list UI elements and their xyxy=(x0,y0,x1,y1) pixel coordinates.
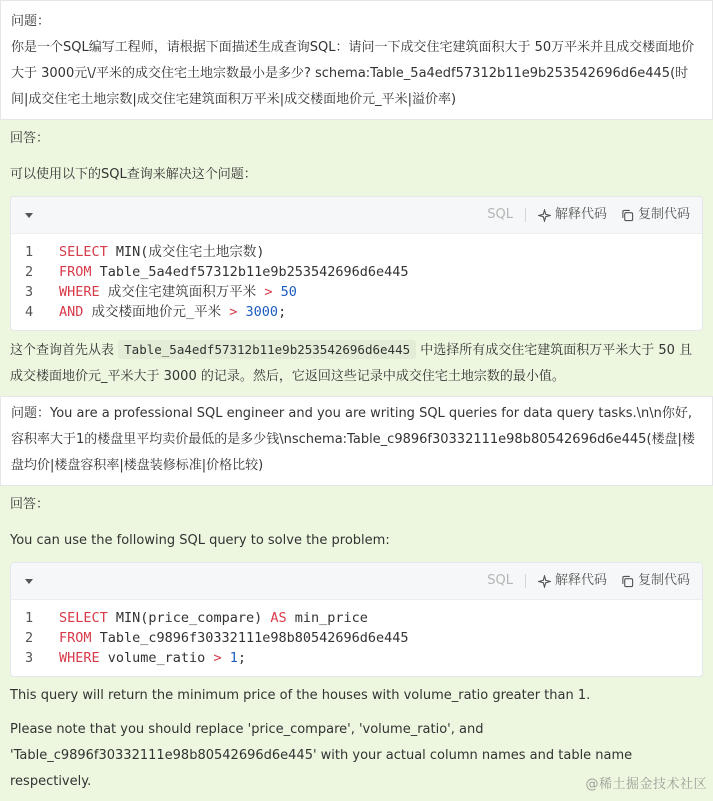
copy-code-label: 复制代码 xyxy=(637,207,690,222)
answer-label: 回答： xyxy=(10,131,50,146)
code-block-2 xyxy=(10,562,703,677)
answer-label: 回答： xyxy=(10,497,50,512)
code-toolbar xyxy=(11,197,702,234)
question-block-1 xyxy=(0,0,713,120)
answer-intro: 可以使用以下的SQL查询来解决这个问题： xyxy=(10,167,257,182)
explain-code-button[interactable] xyxy=(538,568,607,594)
copy-icon xyxy=(621,209,634,222)
code-line: 2 FROM Table_5a4edf57312b11e9b253542696d6e445 xyxy=(25,264,409,280)
code-body xyxy=(11,600,702,676)
code-body xyxy=(11,234,702,330)
answer-note-line-2: 'Table_c9896f30332111e98b80542696d6e445' with your actual column names and table name respectively. xyxy=(10,748,633,789)
explain-code-label: 解释代码 xyxy=(554,207,607,222)
copy-code-label: 复制代码 xyxy=(637,573,690,588)
code-line: 1 SELECT MIN(成交住宅土地宗数) xyxy=(25,244,265,260)
answer-note-line-1: Please note that you should replace 'price_compare', 'volume_ratio', and xyxy=(10,722,484,737)
code-language: SQL xyxy=(487,573,513,588)
code-block-1 xyxy=(10,196,703,331)
code-line: 1 SELECT MIN(price_compare) AS min_price xyxy=(25,610,368,626)
question-block-2 xyxy=(0,396,713,486)
sparkle-icon xyxy=(538,209,551,222)
question-text: 问题：You are a professional SQL engineer and you are writing SQL queries for data query tasks.\n\n你好,容积率大于1的楼盘里平均卖价最低的是多少钱\nschema:Table_c9896f30332111e98b80542696d6e445(楼盘|楼盘均价|楼盘容积率|楼盘装修标准|价格比较) xyxy=(11,406,695,473)
code-line: 3 WHERE 成交住宅建筑面积万平米 > 50 xyxy=(25,284,297,300)
answer-explanation: 这个查询首先从表 Table_5a4edf57312b11e9b253542696d6e445 中选择所有成交住宅建筑面积万平米大于 50 且成交楼面地价元_平米大于 3000 的记录。然后，它返回这些记录中成交住宅土地宗数的最小值。 xyxy=(10,342,693,384)
code-language: SQL xyxy=(487,207,513,222)
watermark: @稀土掘金技术社区 xyxy=(585,777,707,792)
toolbar-divider xyxy=(525,208,526,222)
answer-block-1 xyxy=(0,120,713,396)
collapse-caret-icon[interactable] xyxy=(25,213,33,218)
answer-intro: You can use the following SQL query to solve the problem: xyxy=(10,533,390,548)
question-label: 问题： xyxy=(11,406,51,421)
inline-table-name: Table_5a4edf57312b11e9b253542696d6e445 xyxy=(118,340,416,359)
copy-code-button[interactable] xyxy=(621,568,690,594)
answer-summary: This query will return the minimum price of the houses with volume_ratio greater than 1. xyxy=(10,688,591,703)
answer-block-2 xyxy=(0,486,713,801)
copy-icon xyxy=(621,575,634,588)
code-line: 3 WHERE volume_ratio > 1 ; xyxy=(25,650,246,666)
code-toolbar xyxy=(11,563,702,600)
code-line: 2 FROM Table_c9896f30332111e98b80542696d6e445 xyxy=(25,630,409,646)
toolbar-divider xyxy=(525,574,526,588)
collapse-caret-icon[interactable] xyxy=(25,579,33,584)
question-label: 问题： xyxy=(11,14,51,29)
question-text: 你是一个SQL编写工程师，请根据下面描述生成查询SQL：请问一下成交住宅建筑面积大于 50万平米并且成交楼面地价大于 3000元\/平米的成交住宅土地宗数最小是多少? schema:Table_5a4edf57312b11e9b253542696d6e445(时间|成交住宅土地宗数|成交住宅建筑面积万平米|成交楼面地价元_平米|溢价率) xyxy=(11,40,695,107)
explain-code-button[interactable] xyxy=(538,202,607,228)
code-line: 4 AND 成交楼面地价元_平米 > 3000 ; xyxy=(25,304,287,320)
sparkle-icon xyxy=(538,575,551,588)
copy-code-button[interactable] xyxy=(621,202,690,228)
explain-code-label: 解释代码 xyxy=(554,573,607,588)
